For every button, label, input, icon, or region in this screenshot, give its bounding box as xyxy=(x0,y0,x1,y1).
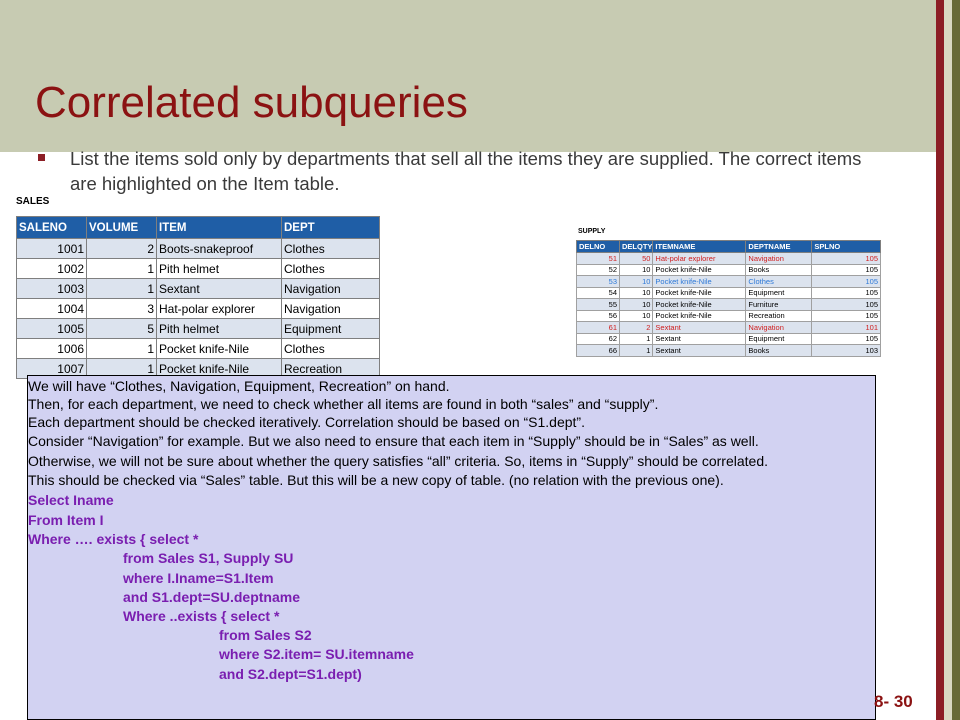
table-cell: Pith helmet xyxy=(157,259,282,279)
supply-header-row xyxy=(577,241,881,253)
table-cell: 1 xyxy=(87,279,157,299)
table-cell: 1001 xyxy=(17,239,87,259)
sales-col-header: ITEM xyxy=(157,217,282,239)
table-cell: 66 xyxy=(577,345,620,357)
table-cell: Clothes xyxy=(746,276,812,288)
table-cell: Navigation xyxy=(282,299,380,319)
sql-line: from Sales S1, Supply SU xyxy=(123,550,294,566)
accent-bar-light xyxy=(944,0,952,720)
table-cell: 3 xyxy=(87,299,157,319)
table-cell: Sextant xyxy=(653,345,746,357)
table-row xyxy=(577,333,881,345)
table-row xyxy=(17,319,380,339)
supply-table-label: SUPPLY xyxy=(578,228,606,235)
table-cell: 56 xyxy=(577,310,620,322)
table-cell: 1002 xyxy=(17,259,87,279)
table-cell: 105 xyxy=(812,264,881,276)
table-cell: 10 xyxy=(620,264,653,276)
table-row xyxy=(577,253,881,265)
sql-line: From Item I xyxy=(28,512,104,528)
table-cell: 62 xyxy=(577,333,620,345)
table-cell: Navigation xyxy=(746,322,812,334)
table-cell: 10 xyxy=(620,310,653,322)
accent-bar-red xyxy=(936,0,944,720)
explanation-box xyxy=(27,375,876,720)
note-line: Then, for each department, we need to check whether all items are found in both “sales” and “supply”. xyxy=(28,396,659,412)
note-line: Each department should be checked iteratively. Correlation should be based on “S1.dept”. xyxy=(28,414,585,430)
table-cell: 50 xyxy=(620,253,653,265)
table-row xyxy=(577,287,881,299)
table-cell: 1 xyxy=(620,333,653,345)
bullet-text: List the items sold only by departments that sell all the items they are supplied. The correct items are highlighted on the Item table. xyxy=(70,148,862,194)
bullet-square-icon xyxy=(38,154,45,161)
table-row xyxy=(577,299,881,311)
sql-line: and S1.dept=SU.deptname xyxy=(123,589,300,605)
table-cell: Sextant xyxy=(653,333,746,345)
table-cell: 105 xyxy=(812,333,881,345)
slide-title: Correlated subqueries xyxy=(35,78,468,127)
supply-col-header: SPLNO xyxy=(812,241,881,253)
table-cell: 105 xyxy=(812,253,881,265)
table-cell: 1006 xyxy=(17,339,87,359)
table-cell: Clothes xyxy=(282,239,380,259)
supply-col-header: DEPTNAME xyxy=(746,241,812,253)
table-cell: Pocket knife-Nile xyxy=(157,359,282,379)
page-number: 8- 30 xyxy=(874,692,913,711)
title-band xyxy=(0,0,936,152)
table-cell: Sextant xyxy=(157,279,282,299)
table-row xyxy=(17,259,380,279)
sql-line: Select Iname xyxy=(28,492,114,508)
supply-table xyxy=(576,240,881,357)
table-cell: 54 xyxy=(577,287,620,299)
sales-col-header: VOLUME xyxy=(87,217,157,239)
supply-col-header: DELNO xyxy=(577,241,620,253)
table-cell: 10 xyxy=(620,287,653,299)
sql-line: from Sales S2 xyxy=(219,627,312,643)
table-cell: Boots-snakeproof xyxy=(157,239,282,259)
table-cell: 52 xyxy=(577,264,620,276)
table-cell: Sextant xyxy=(653,322,746,334)
table-cell: 103 xyxy=(812,345,881,357)
table-cell: Books xyxy=(746,345,812,357)
table-cell: 105 xyxy=(812,276,881,288)
sql-line: Where …. exists { select * xyxy=(28,531,199,547)
table-cell: Equipment xyxy=(746,287,812,299)
table-cell: Books xyxy=(746,264,812,276)
note-line: We will have “Clothes, Navigation, Equipment, Recreation” on hand. xyxy=(28,378,450,394)
table-cell: 53 xyxy=(577,276,620,288)
table-cell: Pocket knife-Nile xyxy=(157,339,282,359)
supply-col-header: ITEMNAME xyxy=(653,241,746,253)
table-cell: Equipment xyxy=(282,319,380,339)
table-cell: 1 xyxy=(87,259,157,279)
table-cell: 1 xyxy=(87,339,157,359)
table-row xyxy=(577,264,881,276)
table-cell: 1007 xyxy=(17,359,87,379)
sql-line: where S2.item= SU.itemname xyxy=(219,646,414,662)
table-cell: Furniture xyxy=(746,299,812,311)
table-cell: Hat-polar explorer xyxy=(157,299,282,319)
table-cell: Pocket knife-Nile xyxy=(653,287,746,299)
table-cell: Clothes xyxy=(282,339,380,359)
table-cell: Equipment xyxy=(746,333,812,345)
table-cell: 1 xyxy=(620,345,653,357)
table-cell: 10 xyxy=(620,276,653,288)
sales-table xyxy=(16,216,380,379)
table-cell: 105 xyxy=(812,310,881,322)
table-cell: 1 xyxy=(87,359,157,379)
table-cell: Pocket knife-Nile xyxy=(653,299,746,311)
table-cell: 2 xyxy=(620,322,653,334)
table-cell: Pocket knife-Nile xyxy=(653,264,746,276)
sql-line: Where ..exists { select * xyxy=(123,608,280,624)
supply-col-header: DELQTY xyxy=(620,241,653,253)
table-row xyxy=(17,279,380,299)
table-cell: Recreation xyxy=(282,359,380,379)
sales-col-header: SALENO xyxy=(17,217,87,239)
table-cell: Pocket knife-Nile xyxy=(653,276,746,288)
table-row xyxy=(577,322,881,334)
sales-table-label: SALES xyxy=(16,196,50,207)
table-row xyxy=(577,310,881,322)
note-line: Consider “Navigation” for example. But we also need to ensure that each item in “Supply” should be in “Sales” as well. xyxy=(28,433,759,449)
table-cell: 101 xyxy=(812,322,881,334)
note-line: Otherwise, we will not be sure about whether the query satisfies “all” criteria. So, items in “Supply” should be correlated. xyxy=(28,453,769,469)
table-cell: 51 xyxy=(577,253,620,265)
table-cell: Hat-polar explorer xyxy=(653,253,746,265)
table-cell: 61 xyxy=(577,322,620,334)
accent-bar-olive xyxy=(952,0,960,720)
table-cell: Recreation xyxy=(746,310,812,322)
table-cell: Navigation xyxy=(746,253,812,265)
sales-col-header: DEPT xyxy=(282,217,380,239)
table-row xyxy=(17,339,380,359)
table-cell: 1003 xyxy=(17,279,87,299)
table-cell: 1005 xyxy=(17,319,87,339)
table-cell: 10 xyxy=(620,299,653,311)
table-cell: 2 xyxy=(87,239,157,259)
table-cell: 55 xyxy=(577,299,620,311)
sql-line: where I.Iname=S1.Item xyxy=(123,570,274,586)
sql-line: and S2.dept=S1.dept) xyxy=(219,666,362,682)
table-row xyxy=(577,345,881,357)
table-cell: Navigation xyxy=(282,279,380,299)
table-row xyxy=(17,239,380,259)
table-cell: 5 xyxy=(87,319,157,339)
table-cell: 105 xyxy=(812,287,881,299)
sales-header-row xyxy=(17,217,380,239)
table-cell: Clothes xyxy=(282,259,380,279)
table-cell: Pith helmet xyxy=(157,319,282,339)
table-cell: 105 xyxy=(812,299,881,311)
table-row xyxy=(577,276,881,288)
note-line: This should be checked via “Sales” table. But this will be a new copy of table. (no relation with the previous one). xyxy=(28,472,724,488)
table-cell: Pocket knife-Nile xyxy=(653,310,746,322)
table-cell: 1004 xyxy=(17,299,87,319)
table-row xyxy=(17,299,380,319)
